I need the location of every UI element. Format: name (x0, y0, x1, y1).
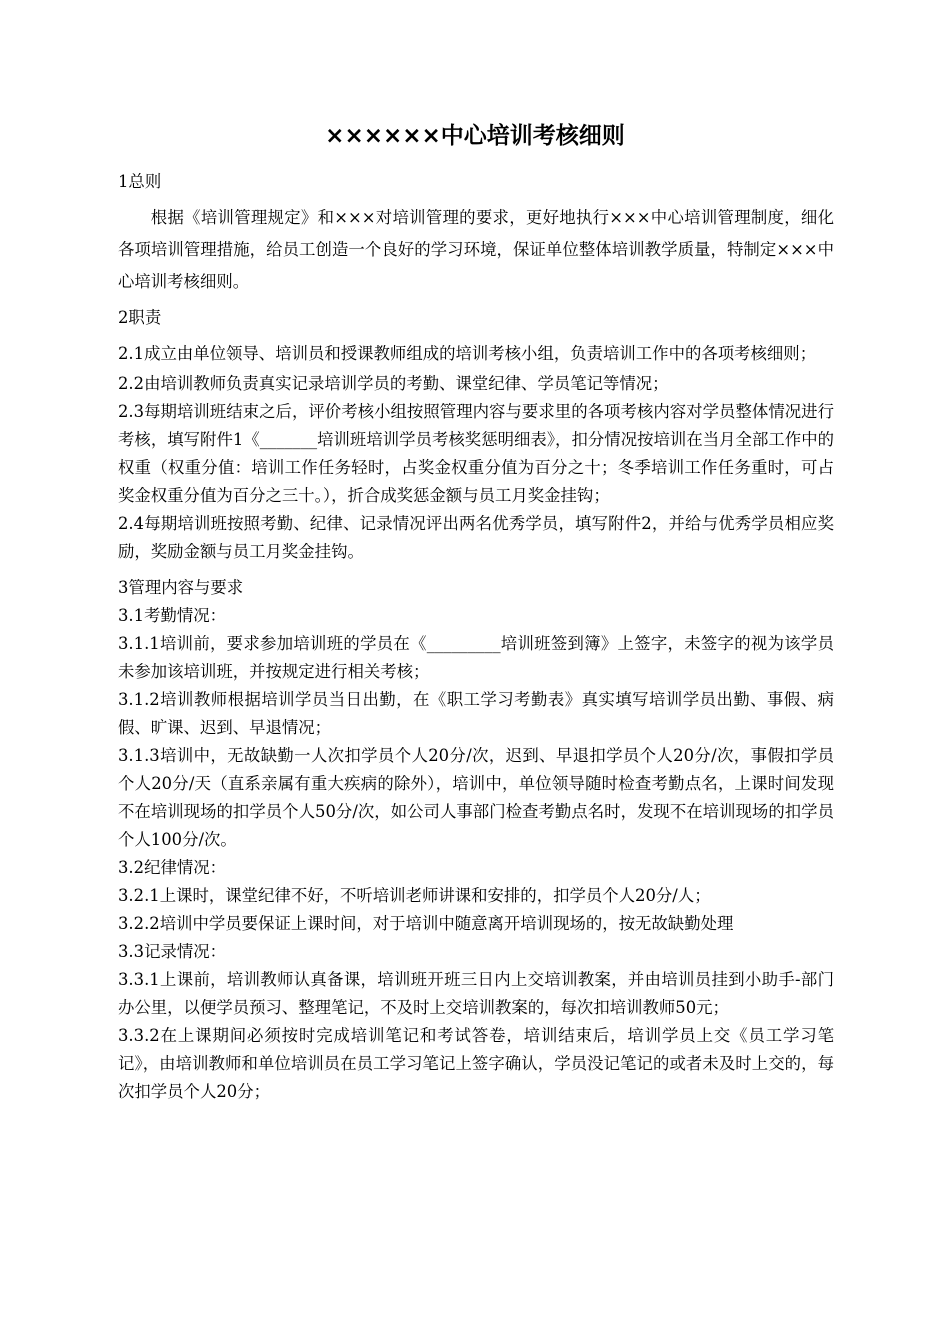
clause-3-1-3: 3.1.3培训中，无故缺勤一人次扣学员个人20分/次，迟到、早退扣学员个人20分/次，事假扣学员个人20分/天（直系亲属有重大疾病的除外），培训中，单位领导随时检查考勤点名，上课时间发现不在培训现场的扣学员个人50分/次，如公司人事部门检查考勤点名时，发现不在培训现场的扣学员个人100分/次。 (118, 746, 834, 849)
clause-3-1-1: 3.1.1培训前，要求参加培训班的学员在《_________培训班签到簿》上签字，未签字的视为该学员未参加该培训班，并按规定进行相关考核； (118, 634, 834, 681)
clause-3-1: 3.1考勤情况： (118, 606, 227, 625)
clause-2-1: 2.1成立由单位领导、培训员和授课教师组成的培训考核小组，负责培训工作中的各项考核细则； (118, 344, 817, 363)
document-title: ××××××中心培训考核细则 (325, 123, 625, 149)
clause-3-3-1: 3.3.1上课前，培训教师认真备课，培训班开班三日内上交培训教案，并由培训员挂到小助手-部门办公里，以便学员预习、整理笔记，不及时上交培训教案的，每次扣培训教师50元； (118, 970, 834, 1017)
section-heading-general: 1总则 (118, 172, 162, 191)
clause-3-2-1: 3.2.1上课时，课堂纪律不好，不听培训老师讲课和安排的，扣学员个人20分/人； (118, 886, 711, 905)
section-heading-management: 3管理内容与要求 (118, 578, 244, 597)
clause-3-2-2: 3.2.2培训中学员要保证上课时间，对于培训中随意离开培训现场的，按无故缺勤处理 (118, 914, 734, 933)
clause-3-1-2: 3.1.2培训教师根据培训学员当日出勤，在《职工学习考勤表》真实填写培训学员出勤、事假、病假、旷课、迟到、早退情况； (118, 690, 834, 737)
paragraph-general: 根据《培训管理规定》和×××对培训管理的要求，更好地执行×××中心培训管理制度，细化各项培训管理措施，给员工创造一个良好的学习环境，保证单位整体培训教学质量，特制定×××中心培训考核细则。 (118, 208, 834, 291)
clause-2-2: 2.2由培训教师负责真实记录培训学员的考勤、课堂纪律、学员笔记等情况； (118, 374, 669, 393)
section-heading-duties: 2职责 (118, 308, 162, 327)
clause-3-3-2: 3.3.2在上课期间必须按时完成培训笔记和考试答卷，培训结束后，培训学员上交《员工学习笔记》，由培训教师和单位培训员在员工学习笔记上签字确认，学员没记笔记的或者未及时上交的，每次扣学员个人20分； (118, 1026, 834, 1101)
clause-2-3: 2.3每期培训班结束之后，评价考核小组按照管理内容与要求里的各项考核内容对学员整体情况进行考核，填写附件1《_______培训班培训学员考核奖惩明细表》，扣分情况按培训在当月全部工作中的权重（权重分值：培训工作任务轻时，占奖金权重分值为百分之十；冬季培训工作任务重时，可占奖金权重分值为百分之三十。），折合成奖惩金额与员工月奖金挂钩； (118, 402, 834, 505)
clause-2-4: 2.4每期培训班按照考勤、纪律、记录情况评出两名优秀学员，填写附件2，并给与优秀学员相应奖励，奖励金额与员工月奖金挂钩。 (118, 514, 834, 561)
clause-3-3: 3.3记录情况： (118, 942, 227, 961)
clause-3-2: 3.2纪律情况： (118, 858, 227, 877)
document-body (118, 160, 834, 1106)
